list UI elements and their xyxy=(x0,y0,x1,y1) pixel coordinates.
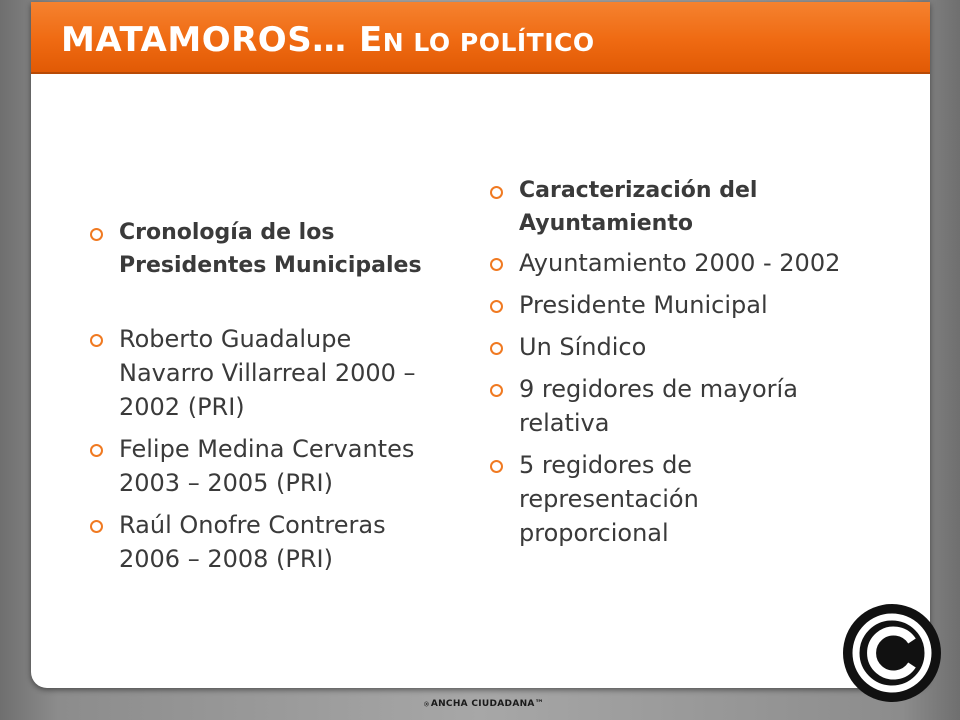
ring-bullet-icon xyxy=(490,258,503,271)
slide-title-rest: N LO POLÍTICO xyxy=(382,28,595,57)
list-item-text: Un Síndico xyxy=(519,333,647,361)
right-column-list xyxy=(486,174,846,558)
list-item xyxy=(486,174,846,240)
ring-bullet-icon xyxy=(490,300,503,313)
list-item-text: 5 regidores de representación proporcional xyxy=(519,451,699,547)
list-item-text: Caracterización del Ayuntamiento xyxy=(519,178,758,236)
left-column-list xyxy=(86,216,431,584)
list-item-text: Roberto Guadalupe Navarro Villarreal 2000 – 2002 (PRI) xyxy=(119,325,416,421)
ring-bullet-icon xyxy=(490,460,503,473)
list-item xyxy=(86,508,431,576)
list-item xyxy=(86,322,431,424)
list-item xyxy=(486,246,846,280)
slide-title-main: MATAMOROS… E xyxy=(61,20,383,60)
list-item xyxy=(86,432,431,500)
title-bar xyxy=(31,2,930,74)
ring-bullet-icon xyxy=(90,520,103,533)
list-item-text: Felipe Medina Cervantes 2003 – 2005 (PRI) xyxy=(119,435,415,497)
cancha-ciudadana-logo-icon xyxy=(842,603,942,703)
list-item xyxy=(486,330,846,364)
list-item xyxy=(486,448,846,550)
ring-bullet-icon xyxy=(90,444,103,457)
list-item-text: Cronología de los Presidentes Municipales xyxy=(119,220,422,278)
ring-bullet-icon xyxy=(490,342,503,355)
list-item-text: Presidente Municipal xyxy=(519,291,768,319)
footer-logo xyxy=(424,690,544,718)
list-item xyxy=(486,288,846,322)
list-item xyxy=(86,216,431,282)
list-item-text: Ayuntamiento 2000 - 2002 xyxy=(519,249,841,277)
footer-brand-text: ANCHA CIUDADANA™ xyxy=(430,699,544,709)
ring-bullet-icon xyxy=(90,228,103,241)
cancha-ciudadana-small-logo-icon xyxy=(424,691,429,717)
list-item xyxy=(486,372,846,440)
list-item-text: 9 regidores de mayoría relativa xyxy=(519,375,798,437)
list-item-text: Raúl Onofre Contreras 2006 – 2008 (PRI) xyxy=(119,511,386,573)
ring-bullet-icon xyxy=(90,334,103,347)
slide xyxy=(31,2,930,688)
ring-bullet-icon xyxy=(490,384,503,397)
ring-bullet-icon xyxy=(490,186,503,199)
slide-title xyxy=(61,20,595,60)
